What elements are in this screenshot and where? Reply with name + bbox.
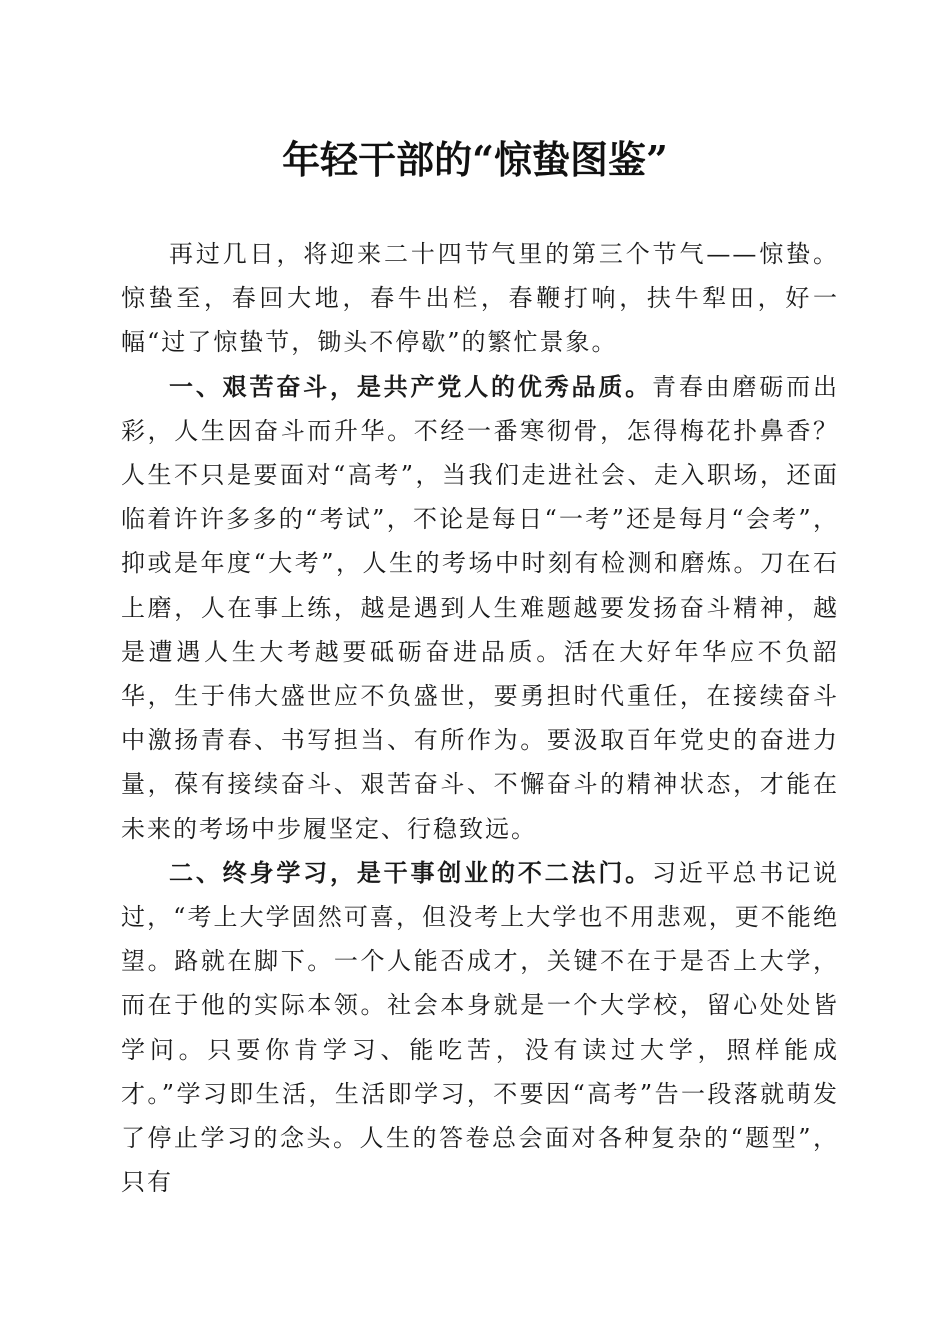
paragraph-text: 青春由磨砺而出彩，人生因奋斗而升华。不经一番寒彻骨，怎得梅花扑鼻香？人生不只是要面对“高考”，当我们走进社会、走入职场，还面临着许许多多的“考试”，不论是每日“一考”还是每月“会考”，抑或是年度“大考”，人生的考场中时刻有检测和磨炼。刀在石上磨，人在事上练，越是遇到人生难题越要发扬奋斗精神，越是遭遇人生大考越要砥砺奋进品质。活在大好年华应不负韶华，生于伟大盛世应不负盛世，要勇担时代重任，在接续奋斗中激扬青春、书写担当、有所作为。要汲取百年党史的奋进力量，葆有接续奋斗、艰苦奋斗、不懈奋斗的精神状态，才能在未来的考场中步履坚定、行稳致远。 [121, 372, 839, 843]
paragraph-heading: 二、终身学习，是干事创业的不二法门。 [169, 858, 652, 887]
paragraph-text: 再过几日，将迎来二十四节气里的第三个节气——惊蛰。惊蛰至，春回大地，春牛出栏，春鞭打响，扶牛犁田，好一幅“过了惊蛰节，锄头不停歇”的繁忙景象。 [121, 240, 839, 357]
paragraph-hard-work [121, 365, 839, 851]
paragraph-text: 习近平总书记说过，“考上大学固然可喜，但没考上大学也不用悲观，更不能绝望。路就在脚下。一个人能否成才，关键不在于是否上大学，而在于他的实际本领。社会本身就是一个大学校，留心处处皆学问。只要你肯学习、能吃苦，没有读过大学，照样能成才。”学习即生活，生活即学习，不要因“高考”告一段落就萌发了停止学习的念头。人生的答卷总会面对各种复杂的“题型”，只有 [121, 858, 839, 1197]
paragraph-lifelong-learning [121, 851, 839, 1205]
paragraph-heading: 一、艰苦奋斗，是共产党人的优秀品质。 [169, 372, 652, 401]
paragraph-intro [121, 232, 839, 365]
document-title: 年轻干部的“惊蛰图鉴” [282, 137, 668, 182]
document-body [121, 232, 839, 1204]
